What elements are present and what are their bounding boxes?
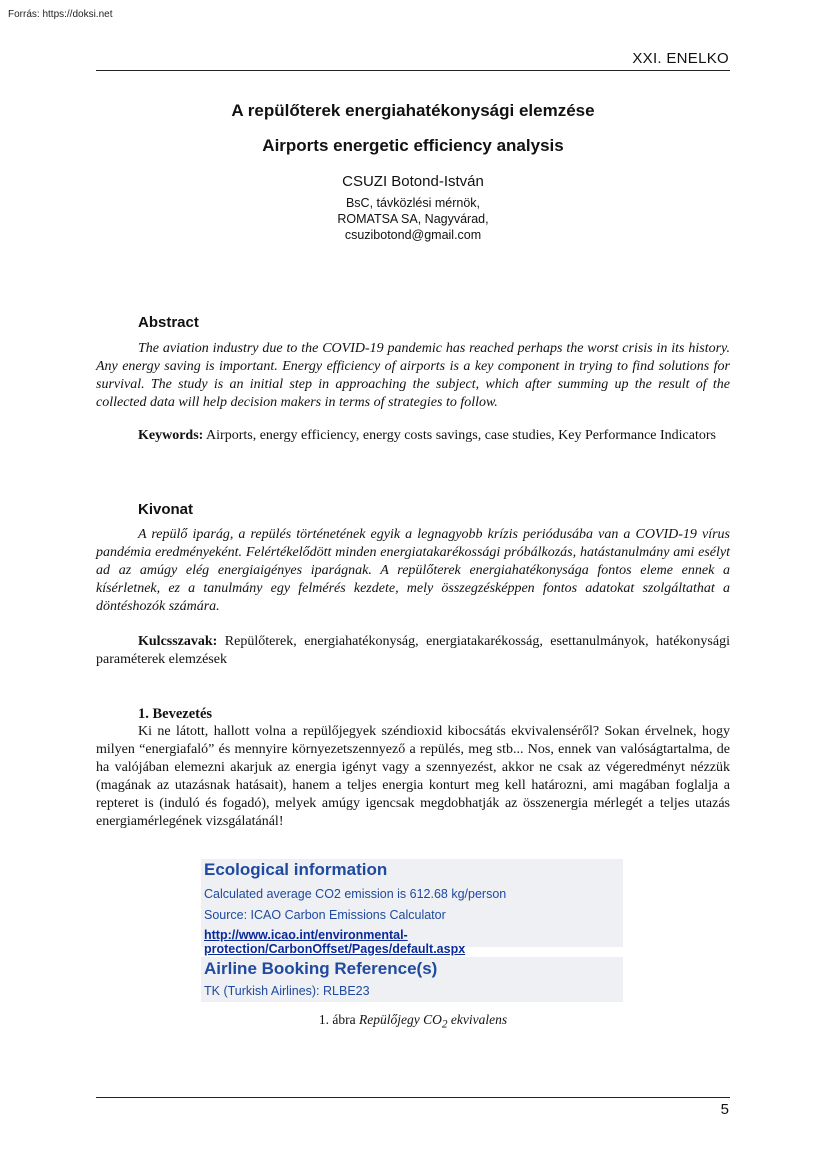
caption-prefix: 1. ábra — [318, 1012, 360, 1027]
eco-info-source: Source: ICAO Carbon Emissions Calculator — [204, 908, 446, 922]
author-affiliation — [96, 195, 730, 243]
intro-text: Ki ne látott, hallott volna a repülőjegyek széndioxid kibocsátás ekvivalenséről? Sokan érvelnek, hogy milyen “energiafaló” és mennyire környezetszennyező a repülés, meg stb... Nos, ennek van valóságtartalma, de ha valójában elemezni akarjuk az energia igényt vagy a szennyezést, akkor ne csak az végeredményt nézzük (magának az utazásnak hatásait), hanem a teljes energia konturt meg kell határozni, ami magában foglalja a repteret is (induló és fogadó), melyek amúgy igencsak megdobhatják az összenergia mérlegét a teljes utazás energiamérlegének vizsgálatánál! — [96, 724, 730, 829]
kivonat-heading: Kivonat — [138, 501, 194, 518]
author-email: csuzibotond@gmail.com — [344, 228, 482, 242]
eco-info-emission: Calculated average CO2 emission is 612.68 kg/person — [204, 887, 507, 901]
section-1-heading: 1. Bevezetés — [138, 706, 213, 722]
figure-1-caption — [96, 1012, 730, 1031]
source-note: Forrás: https://doksi.net — [8, 9, 113, 20]
booking-heading: Airline Booking Reference(s) — [204, 959, 438, 978]
footer-rule — [96, 1097, 730, 1098]
booking-reference: TK (Turkish Airlines): RLBE23 — [204, 984, 370, 998]
keywords-text: Airports, energy efficiency, energy costs savings, case studies, Key Performance Indicators — [203, 428, 716, 443]
abstract-text: The aviation industry due to the COVID-19 pandemic has reached perhaps the worst crisis in its history. Any energy saving is important. Energy efficiency of airports is a key component in trying to find solutions for survival. The study is an initial step in approaching the subject, which after summing up the result of the collected data will help decision makers in terms of strategies to follow. — [96, 341, 730, 410]
eco-info-heading: Ecological information — [204, 860, 388, 879]
kulcsszavak-text: Repülőterek, energiahatékonyság, energiatakarékosság, esettanulmányok, hatékonysági paraméterek elemzések — [96, 634, 730, 667]
kivonat-text: A repülő iparág, a repülés történetének egyik a legnagyobb krízis periódusába van a COVID-19 vírus pandémia eredményeként. Felértékelődött minden energiatakarékossági próbálkozás, hatástanulmány ami esélyt ad az amúgy elég energiaigényes iparágnak. A repülőterek energiahatékonysága fontos eleme ennek a kísérletnek, ez a tanulmány egy felmérés kezdete, mely összegzésképpen fontos adatokat szolgáltathat a döntéshozók számára. — [96, 527, 730, 614]
eco-info-panel — [201, 859, 623, 956]
booking-panel — [201, 957, 623, 1002]
header-rule — [96, 70, 730, 71]
abstract-keywords — [96, 427, 730, 445]
page-number: 5 — [720, 1101, 729, 1118]
title-english: Airports energetic efficiency analysis — [262, 136, 564, 155]
keywords-label: Keywords: — [138, 428, 204, 443]
abstract-heading: Abstract — [138, 314, 199, 331]
eco-info-link[interactable]: http://www.icao.int/environmental-protection/CarbonOffset/Pages/default.aspx — [204, 928, 466, 956]
kulcsszavak-label: Kulcsszavak: — [138, 634, 218, 649]
caption-subscript: 2 — [441, 1018, 448, 1031]
affiliation-line-2: ROMATSA SA, Nagyvárad, — [337, 212, 489, 226]
running-header: XXI. ENELKO — [632, 50, 729, 67]
author-name: CSUZI Botond-István — [342, 173, 484, 190]
figure-1 — [201, 859, 623, 1002]
affiliation-line-1: BsC, távközlési mérnök, — [345, 196, 481, 210]
caption-title-b: ekvivalens — [447, 1012, 508, 1027]
caption-title-a: Repülőjegy CO — [359, 1012, 442, 1027]
title-hungarian: A repülőterek energiahatékonysági elemzése — [231, 101, 595, 120]
kivonat-keywords — [96, 633, 730, 669]
